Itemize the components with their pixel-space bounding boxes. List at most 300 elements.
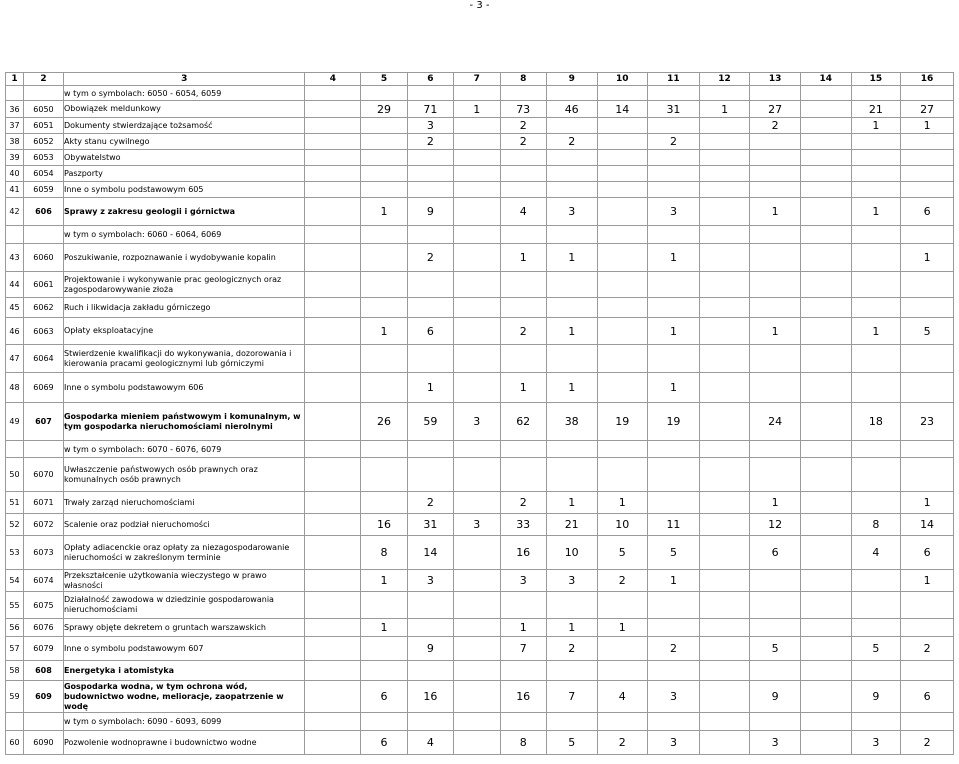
value-cell: 1 [407, 373, 453, 403]
value-cell [648, 592, 700, 619]
category-description: Paszporty [63, 166, 304, 182]
value-cell [454, 458, 500, 492]
row-number: 36 [6, 101, 24, 118]
value-cell [699, 570, 750, 592]
row-number: 52 [6, 514, 24, 536]
value-cell [800, 272, 851, 298]
category-description: Poszukiwanie, rozpoznawanie i wydobywanie kopalin [63, 244, 304, 272]
empty-cell [750, 441, 801, 458]
empty-cell [800, 441, 851, 458]
value-cell [454, 592, 500, 619]
category-description: Obywatelstwo [63, 150, 304, 166]
column-header: 6 [407, 73, 453, 86]
empty-cell [23, 441, 63, 458]
value-cell [597, 458, 648, 492]
value-cell [800, 182, 851, 198]
value-cell [454, 492, 500, 514]
value-cell [699, 514, 750, 536]
value-cell [699, 134, 750, 150]
value-cell: 3 [546, 570, 597, 592]
empty-cell [305, 298, 361, 318]
column-header: 15 [851, 73, 901, 86]
value-cell [407, 298, 453, 318]
value-cell [750, 373, 801, 403]
symbol-code: 6079 [23, 637, 63, 661]
value-cell [901, 661, 954, 681]
value-cell: 1 [454, 101, 500, 118]
value-cell [597, 298, 648, 318]
category-description: Scalenie oraz podział nieruchomości [63, 514, 304, 536]
empty-cell [305, 182, 361, 198]
value-cell [361, 118, 407, 134]
empty-cell [305, 514, 361, 536]
value-cell [648, 298, 700, 318]
empty-cell [597, 86, 648, 101]
empty-cell [6, 713, 24, 731]
value-cell [361, 272, 407, 298]
symbol-code: 6090 [23, 731, 63, 755]
value-cell: 4 [500, 198, 546, 226]
value-cell [800, 492, 851, 514]
value-cell [546, 458, 597, 492]
column-header: 3 [63, 73, 304, 86]
value-cell [699, 536, 750, 570]
category-description: Uwłaszczenie państwowych osób prawnych oraz komunalnych osób prawnych [63, 458, 304, 492]
value-cell: 1 [597, 619, 648, 637]
empty-cell [305, 226, 361, 244]
symbol-code: 6070 [23, 458, 63, 492]
table-row [6, 244, 954, 272]
value-cell [454, 244, 500, 272]
value-cell [546, 150, 597, 166]
category-description: Stwierdzenie kwalifikacji do wykonywania, dozorowania i kierowania pracami geologicznymi lub górniczymi [63, 345, 304, 373]
value-cell [648, 492, 700, 514]
value-cell [597, 182, 648, 198]
symbol-code: 6060 [23, 244, 63, 272]
value-cell [800, 198, 851, 226]
empty-cell [305, 150, 361, 166]
value-cell: 1 [361, 198, 407, 226]
value-cell: 3 [454, 514, 500, 536]
table-row [6, 118, 954, 134]
column-header: 9 [546, 73, 597, 86]
value-cell: 2 [597, 570, 648, 592]
value-cell [361, 345, 407, 373]
table-row [6, 272, 954, 298]
value-cell [800, 150, 851, 166]
value-cell: 1 [851, 198, 901, 226]
value-cell [454, 619, 500, 637]
value-cell: 24 [750, 403, 801, 441]
category-description: Sprawy z zakresu geologii i górnictwa [63, 198, 304, 226]
value-cell [851, 134, 901, 150]
value-cell [800, 403, 851, 441]
value-cell [750, 570, 801, 592]
value-cell: 5 [901, 318, 954, 345]
value-cell [699, 318, 750, 345]
value-cell [851, 492, 901, 514]
value-cell: 2 [648, 134, 700, 150]
value-cell [546, 118, 597, 134]
value-cell [454, 345, 500, 373]
empty-cell [305, 198, 361, 226]
value-cell [699, 619, 750, 637]
value-cell: 21 [546, 514, 597, 536]
subcategory-note: w tym o symbolach: 6070 - 6076, 6079 [63, 441, 304, 458]
empty-cell [648, 713, 700, 731]
symbol-code: 6075 [23, 592, 63, 619]
empty-cell [305, 458, 361, 492]
value-cell [699, 198, 750, 226]
empty-cell [500, 441, 546, 458]
value-cell [800, 101, 851, 118]
category-description: Dokumenty stwierdzające tożsamość [63, 118, 304, 134]
value-cell: 4 [597, 681, 648, 713]
value-cell [800, 244, 851, 272]
value-cell: 14 [407, 536, 453, 570]
subcategory-note-row [6, 86, 954, 101]
column-header: 12 [699, 73, 750, 86]
empty-cell [901, 713, 954, 731]
value-cell [750, 134, 801, 150]
value-cell: 1 [750, 492, 801, 514]
column-header: 5 [361, 73, 407, 86]
empty-cell [305, 713, 361, 731]
value-cell: 14 [597, 101, 648, 118]
value-cell: 10 [597, 514, 648, 536]
column-header: 8 [500, 73, 546, 86]
value-cell: 1 [901, 492, 954, 514]
subcategory-note: w tym o symbolach: 6090 - 6093, 6099 [63, 713, 304, 731]
category-description: Trwały zarząd nieruchomościami [63, 492, 304, 514]
value-cell: 5 [546, 731, 597, 755]
table-row [6, 681, 954, 713]
empty-cell [699, 226, 750, 244]
empty-cell [597, 713, 648, 731]
value-cell [800, 536, 851, 570]
value-cell: 1 [361, 619, 407, 637]
row-number: 56 [6, 619, 24, 637]
value-cell [901, 134, 954, 150]
value-cell [851, 345, 901, 373]
value-cell [648, 619, 700, 637]
value-cell: 26 [361, 403, 407, 441]
value-cell: 62 [500, 403, 546, 441]
value-cell: 6 [901, 681, 954, 713]
empty-cell [6, 226, 24, 244]
value-cell [750, 661, 801, 681]
category-description: Inne o symbolu podstawowym 605 [63, 182, 304, 198]
value-cell: 18 [851, 403, 901, 441]
value-cell [699, 272, 750, 298]
value-cell [851, 619, 901, 637]
value-cell [361, 244, 407, 272]
empty-cell [454, 86, 500, 101]
symbol-code: 6062 [23, 298, 63, 318]
row-number: 46 [6, 318, 24, 345]
empty-cell [851, 86, 901, 101]
empty-cell [800, 226, 851, 244]
empty-cell [305, 86, 361, 101]
value-cell [851, 661, 901, 681]
empty-cell [23, 226, 63, 244]
empty-cell [699, 713, 750, 731]
value-cell: 1 [500, 244, 546, 272]
column-header: 7 [454, 73, 500, 86]
value-cell [699, 150, 750, 166]
empty-cell [851, 226, 901, 244]
empty-cell [23, 713, 63, 731]
value-cell: 9 [851, 681, 901, 713]
value-cell: 16 [500, 536, 546, 570]
value-cell: 31 [407, 514, 453, 536]
value-cell [648, 345, 700, 373]
empty-cell [500, 86, 546, 101]
empty-cell [305, 272, 361, 298]
row-number: 60 [6, 731, 24, 755]
value-cell [454, 731, 500, 755]
value-cell [454, 118, 500, 134]
empty-cell [454, 441, 500, 458]
category-description: Przekształcenie użytkowania wieczystego w prawo własności [63, 570, 304, 592]
value-cell [800, 661, 851, 681]
value-cell [648, 118, 700, 134]
value-cell [407, 150, 453, 166]
value-cell [500, 345, 546, 373]
symbol-code: 6069 [23, 373, 63, 403]
value-cell [750, 298, 801, 318]
value-cell [407, 166, 453, 182]
value-cell: 8 [500, 731, 546, 755]
value-cell: 2 [407, 134, 453, 150]
value-cell: 8 [851, 514, 901, 536]
empty-cell [305, 619, 361, 637]
column-header: 4 [305, 73, 361, 86]
value-cell [699, 118, 750, 134]
subcategory-note-row [6, 713, 954, 731]
value-cell [454, 198, 500, 226]
table-row [6, 166, 954, 182]
empty-cell [500, 713, 546, 731]
value-cell [454, 150, 500, 166]
value-cell: 1 [750, 198, 801, 226]
value-cell [800, 345, 851, 373]
value-cell: 6 [750, 536, 801, 570]
value-cell [800, 458, 851, 492]
value-cell [699, 458, 750, 492]
value-cell [500, 150, 546, 166]
value-cell: 1 [546, 318, 597, 345]
value-cell: 6 [901, 198, 954, 226]
value-cell [597, 244, 648, 272]
empty-cell [901, 226, 954, 244]
table-row [6, 150, 954, 166]
value-cell: 31 [648, 101, 700, 118]
value-cell: 16 [361, 514, 407, 536]
value-cell [699, 345, 750, 373]
column-header: 14 [800, 73, 851, 86]
row-number: 49 [6, 403, 24, 441]
value-cell: 2 [648, 637, 700, 661]
value-cell: 5 [851, 637, 901, 661]
value-cell [454, 570, 500, 592]
value-cell [500, 272, 546, 298]
symbol-code: 6053 [23, 150, 63, 166]
value-cell [851, 244, 901, 272]
value-cell [901, 298, 954, 318]
category-description: Inne o symbolu podstawowym 607 [63, 637, 304, 661]
value-cell [454, 661, 500, 681]
row-number: 37 [6, 118, 24, 134]
value-cell [407, 619, 453, 637]
value-cell [361, 373, 407, 403]
header-row [6, 73, 954, 86]
empty-cell [750, 86, 801, 101]
symbol-code: 6073 [23, 536, 63, 570]
empty-cell [305, 118, 361, 134]
value-cell [901, 272, 954, 298]
category-description: Gospodarka wodna, w tym ochrona wód, budownictwo wodne, melioracje, zaopatrzenie w wodę [63, 681, 304, 713]
table-row [6, 492, 954, 514]
symbol-code: 6072 [23, 514, 63, 536]
empty-cell [750, 713, 801, 731]
value-cell: 1 [546, 492, 597, 514]
value-cell [597, 166, 648, 182]
value-cell: 23 [901, 403, 954, 441]
value-cell: 1 [361, 570, 407, 592]
table-row [6, 637, 954, 661]
category-description: Gospodarka mieniem państwowym i komunalnym, w tym gospodarka nieruchomościami nierolnymi [63, 403, 304, 441]
symbol-code: 6054 [23, 166, 63, 182]
value-cell [750, 182, 801, 198]
value-cell [597, 373, 648, 403]
column-header: 16 [901, 73, 954, 86]
category-description: Inne o symbolu podstawowym 606 [63, 373, 304, 403]
symbol-code: 606 [23, 198, 63, 226]
category-description: Opłaty adiacenckie oraz opłaty za niezagospodarowanie nieruchomości w zakreślonym terminie [63, 536, 304, 570]
empty-cell [546, 713, 597, 731]
value-cell [750, 166, 801, 182]
value-cell [901, 345, 954, 373]
empty-cell [407, 86, 453, 101]
value-cell [454, 182, 500, 198]
row-number: 48 [6, 373, 24, 403]
value-cell [699, 637, 750, 661]
value-cell [597, 150, 648, 166]
symbol-code: 6059 [23, 182, 63, 198]
empty-cell [305, 166, 361, 182]
value-cell: 1 [851, 318, 901, 345]
value-cell [851, 166, 901, 182]
value-cell: 2 [901, 637, 954, 661]
symbol-code: 607 [23, 403, 63, 441]
value-cell [500, 458, 546, 492]
value-cell [901, 592, 954, 619]
value-cell [648, 182, 700, 198]
value-cell [500, 182, 546, 198]
value-cell [500, 661, 546, 681]
value-cell: 11 [648, 514, 700, 536]
value-cell: 3 [750, 731, 801, 755]
row-number: 45 [6, 298, 24, 318]
row-number: 43 [6, 244, 24, 272]
value-cell: 27 [750, 101, 801, 118]
value-cell: 1 [597, 492, 648, 514]
value-cell [597, 198, 648, 226]
value-cell [800, 118, 851, 134]
empty-cell [407, 441, 453, 458]
value-cell: 2 [500, 118, 546, 134]
row-number: 59 [6, 681, 24, 713]
table-row [6, 345, 954, 373]
column-header: 13 [750, 73, 801, 86]
value-cell: 1 [500, 373, 546, 403]
statistics-table [5, 72, 954, 755]
empty-cell [500, 226, 546, 244]
value-cell [800, 134, 851, 150]
empty-cell [361, 713, 407, 731]
value-cell [750, 619, 801, 637]
value-cell [454, 166, 500, 182]
value-cell [851, 458, 901, 492]
value-cell [597, 118, 648, 134]
value-cell [546, 182, 597, 198]
row-number: 55 [6, 592, 24, 619]
value-cell [699, 166, 750, 182]
value-cell: 2 [546, 637, 597, 661]
row-number: 51 [6, 492, 24, 514]
value-cell [454, 536, 500, 570]
value-cell [851, 373, 901, 403]
value-cell [750, 345, 801, 373]
empty-cell [454, 713, 500, 731]
empty-cell [648, 86, 700, 101]
row-number: 53 [6, 536, 24, 570]
empty-cell [6, 441, 24, 458]
row-number: 40 [6, 166, 24, 182]
empty-cell [361, 86, 407, 101]
value-cell: 9 [407, 198, 453, 226]
column-header: 10 [597, 73, 648, 86]
empty-cell [407, 226, 453, 244]
empty-cell [305, 536, 361, 570]
value-cell: 33 [500, 514, 546, 536]
value-cell [851, 272, 901, 298]
value-cell [500, 166, 546, 182]
value-cell: 1 [901, 244, 954, 272]
value-cell: 1 [546, 244, 597, 272]
symbol-code: 6052 [23, 134, 63, 150]
value-cell: 2 [500, 134, 546, 150]
value-cell [454, 298, 500, 318]
value-cell: 2 [500, 318, 546, 345]
row-number: 47 [6, 345, 24, 373]
value-cell [454, 681, 500, 713]
value-cell: 73 [500, 101, 546, 118]
value-cell: 38 [546, 403, 597, 441]
value-cell: 1 [901, 570, 954, 592]
table-row [6, 373, 954, 403]
value-cell [500, 592, 546, 619]
table-row [6, 182, 954, 198]
value-cell [851, 150, 901, 166]
category-description: Działalność zawodowa w dziedzinie gospodarowania nieruchomościami [63, 592, 304, 619]
value-cell [699, 403, 750, 441]
empty-cell [305, 681, 361, 713]
value-cell [800, 681, 851, 713]
value-cell [901, 166, 954, 182]
value-cell [699, 373, 750, 403]
